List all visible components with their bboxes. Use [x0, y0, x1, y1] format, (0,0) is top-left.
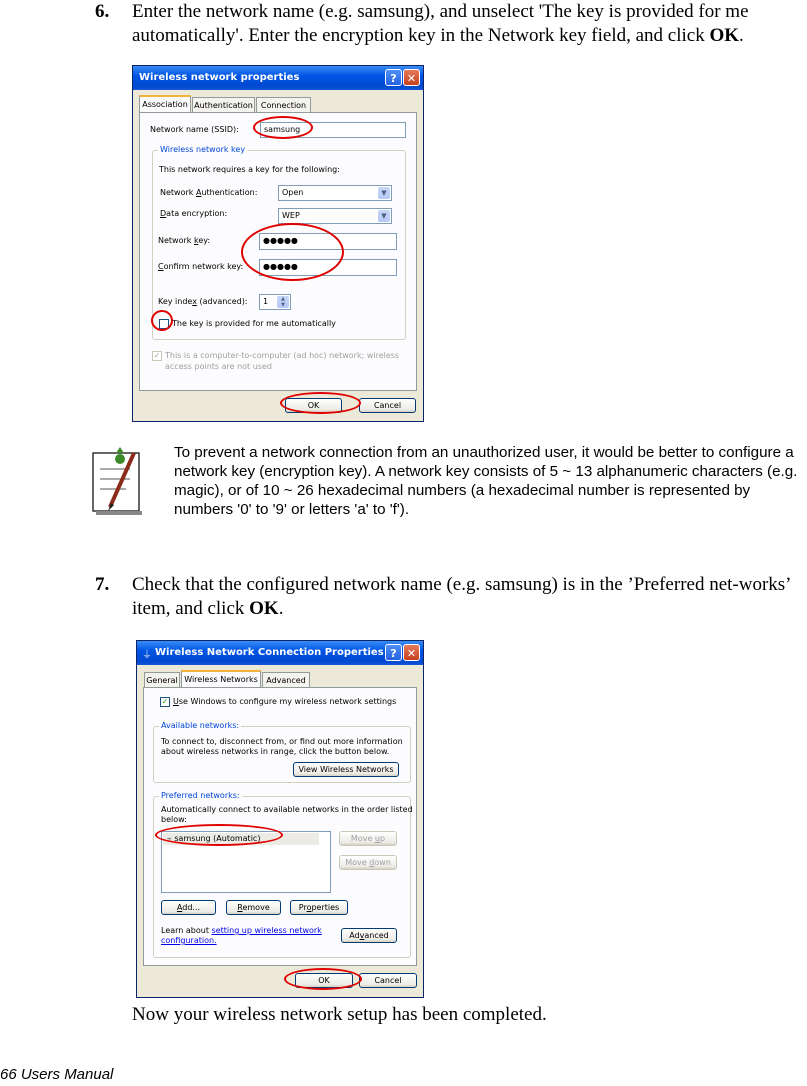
data-encryption-label: Data encryption:	[160, 209, 228, 218]
chevron-down-icon[interactable]: ▼	[378, 187, 390, 199]
step-number: 7.	[95, 574, 110, 595]
move-down-button[interactable]: Move down	[339, 855, 397, 870]
preferred-networks-group	[153, 791, 413, 958]
auto-key-checkbox[interactable]	[159, 319, 169, 329]
network-authentication-select[interactable]: Open ▼	[278, 185, 392, 201]
page-footer: 66 Users Manual	[0, 1066, 114, 1083]
list-item[interactable]: ⌁ samsung (Automatic)	[163, 833, 319, 845]
help-button[interactable]: ?	[385, 69, 402, 86]
spinner-arrows-icon[interactable]: ▲ ▼	[277, 296, 289, 308]
note-icon	[90, 445, 145, 517]
data-encryption-select[interactable]: WEP ▼	[278, 208, 392, 224]
auto-key-label: The key is provided for me automatically	[172, 319, 336, 328]
move-up-button[interactable]: Move up	[339, 831, 397, 846]
add-button[interactable]: Add...	[161, 900, 216, 915]
requires-key-label: This network requires a key for the following:	[159, 165, 340, 174]
available-networks-title: Available networks:	[161, 721, 240, 730]
preferred-networks-title: Preferred networks:	[161, 791, 240, 800]
wireless-network-connection-properties-dialog	[136, 640, 424, 998]
key-index-spinner[interactable]: 1 ▲ ▼	[259, 294, 291, 310]
cancel-button[interactable]: Cancel	[359, 398, 416, 413]
association-panel	[139, 112, 417, 391]
confirm-network-key-label: Confirm network key:	[158, 262, 244, 271]
confirm-network-key-input[interactable]: ●●●●●	[259, 259, 397, 276]
tab-wireless-networks[interactable]: Wireless Networks	[181, 670, 261, 687]
preferred-networks-list[interactable]	[161, 831, 331, 893]
close-button[interactable]: ✕	[403, 644, 420, 661]
adhoc-checkbox[interactable]: ✓	[153, 351, 161, 360]
title-bar	[133, 66, 423, 90]
wireless-network-properties-dialog	[132, 65, 424, 422]
closing-text: Now your wireless network setup has been completed.	[132, 1004, 547, 1025]
available-desc-line2: about wireless networks in range, click the button below.	[161, 747, 390, 756]
cancel-button[interactable]: Cancel	[359, 973, 417, 988]
group-title: Wireless network key	[160, 145, 246, 154]
tab-advanced[interactable]: Advanced	[262, 672, 310, 687]
advanced-button[interactable]: Advanced	[341, 928, 397, 943]
tab-association[interactable]: Association	[139, 95, 191, 112]
remove-button[interactable]: Remove	[226, 900, 281, 915]
use-windows-checkbox[interactable]: ✓	[161, 697, 169, 706]
wireless-network-key-group	[152, 145, 406, 340]
dialog-title: Wireless Network Connection Properties	[155, 647, 384, 658]
adhoc-label-line2: access points are not used	[165, 362, 272, 371]
tab-connection[interactable]: Connection	[256, 97, 311, 112]
learn-about-text: Learn about setting up wireless network	[161, 926, 322, 935]
note-text: To prevent a network connection from an unauthorized user, it would be better to configure a network key (encryption key). A network key consists of 5 ~ 13 alphanumeric characters (e.g. magic), or of 10 ~ 26 hexadecimal numbers (a hexadecimal number is represented by numbers '0' to '9' or letters 'a' to 'f').	[174, 444, 798, 518]
step-number: 6.	[95, 1, 110, 22]
available-desc-line1: To connect to, disconnect from, or find out more information	[161, 737, 403, 746]
help-button[interactable]: ?	[385, 644, 402, 661]
ok-keyword: OK	[709, 25, 740, 46]
view-wireless-networks-button[interactable]: View Wireless Networks	[293, 762, 399, 777]
tab-authentication[interactable]: Authentication	[192, 97, 255, 112]
ssid-label: Network name (SSID):	[150, 125, 239, 134]
adhoc-label-line1: This is a computer-to-computer (ad hoc) network; wireless	[165, 351, 400, 360]
title-bar	[137, 641, 423, 665]
close-button[interactable]: ✕	[403, 69, 420, 86]
preferred-desc-line1: Automatically connect to available networks in the order listed	[161, 805, 413, 814]
learn-link[interactable]: setting up wireless network	[211, 926, 322, 935]
step-instruction: Check that the configured network name (e.g. samsung) is in the ’Preferred net-works’ item, and click OK.	[132, 574, 791, 619]
step-instruction: Enter the network name (e.g. samsung), and unselect 'The key is provided for me automatically'. Enter the encryption key in the Network key field, and click OK.	[132, 1, 749, 46]
network-key-label: Network key:	[158, 236, 211, 245]
tab-general[interactable]: General	[144, 672, 180, 687]
wireless-networks-panel	[143, 687, 417, 966]
network-authentication-label: Network Authentication:	[160, 188, 258, 197]
ok-button[interactable]: OK	[285, 398, 342, 413]
ok-keyword: OK	[249, 598, 279, 619]
learn-link-line2[interactable]: configuration.	[161, 936, 217, 945]
wireless-network-icon: ⏚	[142, 650, 152, 661]
properties-button[interactable]: Properties	[290, 900, 348, 915]
wireless-network-icon: ⌁	[167, 834, 172, 843]
preferred-desc-line2: below:	[161, 815, 187, 824]
ok-button[interactable]: OK	[295, 973, 353, 988]
chevron-down-icon[interactable]: ▼	[378, 210, 390, 222]
dialog-title: Wireless network properties	[139, 72, 300, 83]
key-index-label: Key index (advanced):	[158, 297, 248, 306]
available-networks-group	[153, 721, 411, 783]
use-windows-label: Use Windows to configure my wireless network settings	[173, 697, 397, 706]
network-key-input[interactable]: ●●●●●	[259, 233, 397, 250]
ssid-input[interactable]: samsung	[260, 122, 406, 138]
